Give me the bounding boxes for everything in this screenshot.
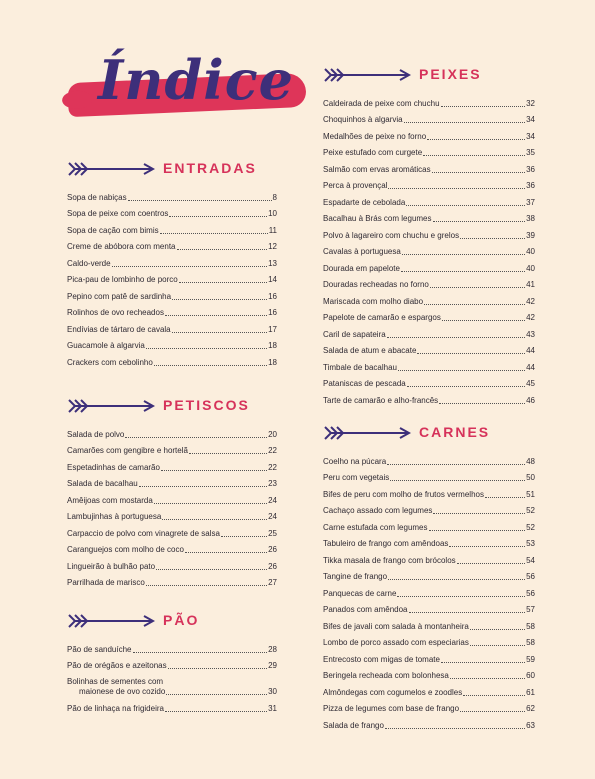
toc-entry [67, 285, 277, 302]
toc-leader-dots [387, 463, 525, 465]
toc-entry [67, 572, 277, 589]
toc-leader-dots [449, 545, 525, 547]
toc-leader-dots [185, 551, 267, 553]
toc-entry-page: 28 [268, 644, 277, 654]
toc-entry-name: Camarões com gengibre e hortelã [67, 446, 188, 455]
toc-leader-dots [485, 496, 525, 498]
toc-entry-name: Endívias de tártaro de cavala [67, 324, 171, 334]
toc-entry [67, 219, 277, 236]
toc-entry-page: 40 [526, 263, 535, 273]
toc-leader-dots [433, 512, 525, 514]
toc-entry-page: 44 [526, 362, 535, 372]
toc-leader-dots [457, 562, 525, 564]
toc-entry-name: Coelho na púcara [323, 456, 387, 466]
toc-entry [323, 665, 535, 682]
section-petiscos [67, 397, 277, 588]
toc-entry-name: Cavalas à portuguesa [323, 247, 401, 256]
toc-entry-page: 11 [268, 225, 277, 235]
toc-leader-dots [432, 171, 526, 173]
toc-leader-dots [146, 584, 267, 586]
toc-entry [67, 655, 277, 672]
toc-entry [323, 549, 535, 566]
section-entradas [67, 160, 277, 368]
page-title: Índice [98, 48, 295, 112]
toc-leader-dots [179, 281, 267, 283]
toc-entry-name: Tikka masala de frango com brócolos [323, 555, 456, 565]
toc-entry-page: 42 [526, 296, 535, 306]
toc-entry-name: Salada de polvo [67, 429, 125, 439]
toc-entry-page: 13 [268, 258, 277, 268]
toc-entry-name: Salmão com ervas aromáticas [323, 164, 431, 174]
toc-entry [67, 638, 277, 655]
toc-entry [67, 440, 277, 457]
toc-entry-name: Douradas recheadas no forno [323, 280, 429, 289]
toc-entry [67, 473, 277, 490]
toc-entry [323, 698, 535, 715]
toc-entry-page: 14 [268, 275, 277, 284]
toc-entry-name: Timbale de bacalhau [323, 362, 397, 372]
toc-entry-name: Parrilhada de marisco [67, 578, 145, 587]
toc-entry-name: Salada de bacalhau [67, 479, 138, 488]
toc-leader-dots [221, 535, 267, 537]
toc-leader-dots [441, 105, 526, 107]
toc-entry-page: 17 [268, 324, 277, 334]
toc-leader-dots [125, 436, 267, 438]
toc-entry-page: 37 [526, 197, 535, 207]
toc-entry-name: Salada de frango [323, 720, 384, 730]
toc-entry-page: 36 [526, 181, 535, 190]
arrow-icon [323, 426, 411, 440]
toc-leader-dots [165, 314, 267, 316]
toc-leader-dots [128, 199, 272, 201]
toc-entry-page: 18 [268, 341, 277, 350]
toc-entry [67, 456, 277, 473]
toc-leader-dots [409, 611, 526, 613]
toc-entry-name: Cachaço assado com legumes [323, 506, 433, 515]
toc-entry-page: 54 [526, 555, 535, 565]
toc-entry-page: 40 [526, 247, 535, 256]
toc-entry-page: 62 [526, 704, 535, 713]
toc-entry-name: Panquecas de carne [323, 588, 397, 598]
toc-entry-name: Bacalhau à Brás com legumes [323, 214, 432, 223]
toc-entry-name: Espadarte de cebolada [323, 197, 406, 207]
toc-leader-dots [390, 479, 525, 481]
toc-entry-page: 31 [268, 703, 277, 713]
toc-leader-dots [470, 628, 525, 630]
toc-entry [323, 175, 535, 192]
toc-entry-page: 46 [526, 395, 535, 405]
toc-entry-page: 39 [526, 230, 535, 240]
toc-entry-name: Lombo de porco assado com especiarias [323, 638, 469, 647]
toc-entry [67, 522, 277, 539]
toc-entry-name: Espetadinhas de camarão [67, 462, 160, 472]
arrow-icon [67, 399, 155, 413]
toc-entry [323, 274, 535, 291]
toc-leader-dots [406, 204, 525, 206]
toc-entry-name: Sopa de peixe com coentros [67, 209, 169, 218]
toc-entry-page: 56 [526, 572, 535, 581]
toc-leader-dots [156, 568, 267, 570]
toc-leader-dots [424, 303, 525, 305]
toc-leader-dots [160, 232, 268, 234]
toc-entry [67, 423, 277, 440]
toc-entry [323, 307, 535, 324]
toc-entry-name: Perca à provençal [323, 181, 388, 190]
toc-entry-page: 27 [268, 578, 277, 587]
section-heading [67, 160, 277, 178]
toc-leader-dots [177, 248, 268, 250]
section-title: PÃO [163, 612, 200, 628]
toc-entry-page: 8 [272, 192, 277, 202]
toc-entry [67, 203, 277, 220]
toc-entry-name: Peixe estufado com curgete [323, 148, 423, 157]
toc-entry [323, 516, 535, 533]
toc-entry-name: Sopa de cação com bimis [67, 225, 159, 235]
toc-entry [323, 224, 535, 241]
toc-entry-name: Carne estufada com legumes [323, 522, 428, 532]
toc-entry [323, 632, 535, 649]
toc-entry-name: Crackers com cebolinho [67, 357, 153, 367]
toc-entry [323, 615, 535, 632]
toc-leader-dots [168, 667, 267, 669]
toc-entry-name-line2: maionese de ovo cozido [79, 687, 166, 696]
toc-leader-dots [398, 369, 525, 371]
toc-entry-page: 24 [268, 495, 277, 505]
toc-entry [323, 389, 535, 406]
arrow-icon [323, 68, 411, 82]
toc-entry-name: Bifes de javali com salada à montanheira [323, 621, 469, 631]
toc-entry [67, 506, 277, 523]
toc-entry-name: Peru com vegetais [323, 473, 390, 482]
toc-leader-dots [429, 529, 526, 531]
toc-entry-name: Caranguejos com molho de coco [67, 545, 184, 554]
toc-entry [323, 290, 535, 307]
toc-leader-dots [154, 364, 267, 366]
toc-entry [323, 582, 535, 599]
toc-entry-page: 60 [526, 671, 535, 680]
toc-entry [323, 714, 535, 731]
toc-leader-dots [112, 265, 268, 267]
toc-entry-page: 59 [526, 654, 535, 664]
toc-entry-name: Guacamole à algarvia [67, 341, 145, 350]
toc-entry [323, 125, 535, 142]
toc-entry-name: Salada de atum e abacate [323, 346, 417, 355]
arrow-icon [67, 614, 155, 628]
toc-entry [323, 648, 535, 665]
toc-entry-name: Caldo-verde [67, 258, 111, 268]
toc-leader-dots [427, 138, 525, 140]
toc-entry-name-line1: Bolinhas de sementes com [67, 677, 164, 686]
toc-leader-dots [161, 469, 267, 471]
toc-entry-page: 26 [268, 561, 277, 571]
toc-entry-name: Pataniscas de pescada [323, 379, 406, 388]
arrow-icon [67, 162, 155, 176]
toc-entry [67, 351, 277, 368]
toc-entry [67, 555, 277, 572]
toc-leader-dots [417, 352, 525, 354]
toc-entry-name: Tangine de frango [323, 572, 388, 581]
toc-entry [323, 533, 535, 550]
section-peixes [323, 66, 535, 406]
toc-entry-name: Lingueirão à bulhão pato [67, 561, 156, 571]
toc-leader-dots [460, 710, 525, 712]
toc-entry-page: 12 [268, 242, 277, 251]
toc-leader-dots [139, 485, 267, 487]
toc-leader-dots [460, 237, 525, 239]
toc-entry-page: 51 [526, 489, 535, 499]
toc-entry-name: Carpaccio de polvo com vinagrete de salsa [67, 528, 220, 538]
toc-entry [323, 483, 535, 500]
toc-entry-name: Pizza de legumes com base de frango [323, 704, 460, 713]
toc-entry [323, 340, 535, 357]
toc-entry [67, 302, 277, 319]
toc-entry-page: 22 [268, 446, 277, 455]
toc-leader-dots [407, 385, 525, 387]
toc-entry-name: Beringela recheada com bolonhesa [323, 671, 449, 680]
toc-entry [323, 208, 535, 225]
toc-leader-dots [397, 595, 525, 597]
toc-entry-page: 56 [526, 588, 535, 598]
toc-leader-dots [172, 298, 267, 300]
toc-leader-dots [441, 661, 525, 663]
toc-entry-page: 44 [526, 346, 535, 355]
toc-leader-dots [463, 694, 525, 696]
toc-entry [323, 467, 535, 484]
toc-leader-dots [433, 220, 526, 222]
toc-entry-name: Dourada em papelote [323, 263, 400, 273]
toc-leader-dots [166, 693, 267, 695]
toc-entry-name: Pica-pau de lombinho de porco [67, 275, 178, 284]
toc-entry [67, 335, 277, 352]
toc-entry-name: Lambujinhas à portuguesa [67, 512, 162, 521]
section-items [323, 450, 535, 731]
toc-entry-name: Pepino com patê de sardinha [67, 291, 172, 301]
toc-entry-page: 52 [526, 506, 535, 515]
toc-entry-name: Pão de sanduíche [67, 644, 132, 654]
toc-entry [67, 236, 277, 253]
toc-entry-name: Creme de abóbora com menta [67, 242, 176, 251]
toc-entry [323, 566, 535, 583]
toc-leader-dots [169, 215, 267, 217]
toc-entry [323, 500, 535, 517]
toc-leader-dots [387, 336, 525, 338]
toc-entry-page: 34 [526, 131, 535, 141]
toc-entry [323, 599, 535, 616]
section-heading [67, 612, 277, 630]
toc-entry-page: 45 [526, 379, 535, 388]
toc-entry-name [67, 677, 165, 697]
toc-leader-dots [385, 727, 525, 729]
toc-leader-dots [423, 154, 525, 156]
toc-entry-name: Papelote de camarão e espargos [323, 313, 441, 322]
toc-entry-page: 24 [268, 512, 277, 521]
toc-entry [323, 241, 535, 258]
toc-entry [67, 539, 277, 556]
toc-entry-page: 25 [268, 528, 277, 538]
toc-entry-page: 30 [268, 687, 277, 696]
toc-entry-page: 35 [526, 148, 535, 157]
toc-entry-page: 22 [268, 462, 277, 472]
toc-entry-name: Bifes de peru com molho de frutos vermelhos [323, 489, 484, 499]
toc-entry-name: Choquinhos à algarvia [323, 115, 403, 124]
toc-leader-dots [154, 502, 267, 504]
toc-entry-page: 16 [268, 308, 277, 317]
section-heading [323, 66, 535, 84]
toc-leader-dots [450, 677, 525, 679]
toc-entry [323, 681, 535, 698]
toc-entry-page: 48 [526, 456, 535, 466]
toc-entry-page: 29 [268, 661, 277, 670]
toc-entry [67, 318, 277, 335]
section-items [323, 92, 535, 406]
toc-leader-dots [388, 187, 525, 189]
toc-leader-dots [470, 644, 525, 646]
section-pao [67, 612, 277, 714]
toc-entry-page: 58 [526, 638, 535, 647]
toc-entry-page: 61 [526, 687, 535, 697]
toc-entry [67, 186, 277, 203]
toc-leader-dots [388, 578, 525, 580]
toc-entry [323, 109, 535, 126]
toc-entry-page: 16 [268, 291, 277, 301]
toc-entry-page: 58 [526, 621, 535, 631]
toc-entry [323, 191, 535, 208]
toc-entry-page: 32 [526, 98, 535, 108]
section-carnes [323, 424, 535, 731]
toc-entry [323, 92, 535, 109]
toc-entry-page: 10 [268, 209, 277, 218]
section-title: CARNES [419, 424, 491, 440]
toc-entry [67, 671, 277, 697]
toc-leader-dots [439, 402, 525, 404]
toc-entry-page: 20 [268, 429, 277, 439]
toc-entry-name: Polvo à lagareiro com chuchu e grelos [323, 230, 460, 240]
toc-entry-page: 36 [526, 164, 535, 174]
toc-leader-dots [146, 347, 267, 349]
toc-entry [67, 697, 277, 714]
toc-entry [323, 142, 535, 159]
toc-leader-dots [401, 270, 525, 272]
toc-entry-name: Caril de sapateira [323, 329, 386, 339]
toc-entry [67, 489, 277, 506]
section-items [67, 638, 277, 714]
toc-entry-page: 63 [526, 720, 535, 730]
toc-entry-page: 41 [526, 280, 535, 289]
section-title: PETISCOS [163, 397, 250, 413]
toc-entry [323, 323, 535, 340]
toc-entry-page: 43 [526, 329, 535, 339]
toc-entry [67, 269, 277, 286]
toc-entry-name: Caldeirada de peixe com chuchu [323, 98, 440, 108]
section-heading [67, 397, 277, 415]
toc-leader-dots [165, 710, 267, 712]
toc-entry-page: 53 [526, 539, 535, 548]
toc-entry-page: 38 [526, 214, 535, 223]
toc-entry-name: Pão de orégãos e azeitonas [67, 661, 167, 670]
toc-entry-name: Pão de linhaça na frigideira [67, 703, 164, 713]
toc-entry-page: 42 [526, 313, 535, 322]
toc-entry-page: 23 [268, 479, 277, 488]
toc-entry [323, 257, 535, 274]
page-title-block [60, 46, 310, 128]
toc-leader-dots [189, 452, 267, 454]
toc-entry-name: Tarte de camarão e alho-francês [323, 395, 439, 405]
toc-entry-name: Sopa de nabiças [67, 192, 127, 202]
toc-entry-page: 26 [268, 545, 277, 554]
toc-entry [323, 158, 535, 175]
toc-entry [67, 252, 277, 269]
toc-entry-name: Panados com amêndoa [323, 605, 408, 614]
toc-entry-page: 34 [526, 115, 535, 124]
toc-entry [323, 356, 535, 373]
toc-entry-name: Almôndegas com cogumelos e zoodles [323, 687, 463, 697]
toc-entry-page: 18 [268, 357, 277, 367]
toc-entry-name: Amêijoas com mostarda [67, 495, 153, 505]
toc-leader-dots [172, 331, 267, 333]
toc-entry-page: 52 [526, 522, 535, 532]
toc-leader-dots [430, 286, 525, 288]
section-title: ENTRADAS [163, 160, 257, 176]
toc-entry-name: Rolinhos de ovo recheados [67, 308, 164, 317]
toc-leader-dots [404, 121, 525, 123]
toc-entry-name: Tabuleiro de frango com amêndoas [323, 539, 449, 548]
section-items [67, 423, 277, 588]
toc-entry-page: 57 [526, 605, 535, 614]
section-heading [323, 424, 535, 442]
toc-entry-name: Mariscada com molho diabo [323, 296, 424, 306]
toc-leader-dots [162, 518, 267, 520]
toc-leader-dots [442, 319, 525, 321]
toc-entry [323, 450, 535, 467]
toc-leader-dots [402, 253, 525, 255]
toc-leader-dots [133, 651, 268, 653]
toc-entry [323, 373, 535, 390]
section-items [67, 186, 277, 368]
toc-entry-page: 50 [526, 473, 535, 482]
section-title: PEIXES [419, 66, 482, 82]
toc-entry-name: Entrecosto com migas de tomate [323, 654, 440, 664]
toc-entry-name: Medalhões de peixe no forno [323, 131, 427, 141]
